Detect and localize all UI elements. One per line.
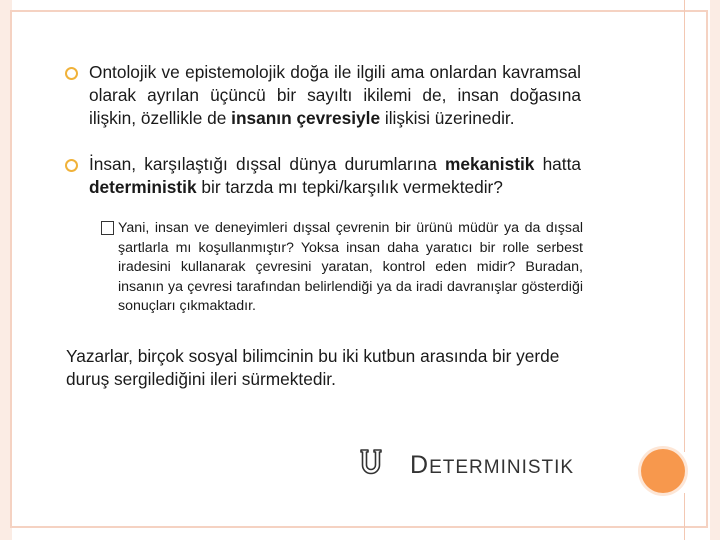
conclusion-text: Yazarlar, birçok sosyal bilimcinin bu iki kutbun arasında bir yerde duruş sergilediğini ileri sürmektedir. bbox=[66, 346, 560, 389]
ring-bullet-icon bbox=[64, 158, 79, 173]
footer-title-initial: D bbox=[410, 451, 430, 479]
emphasis-text: mekanistik bbox=[445, 154, 535, 174]
vertical-rule-bottom bbox=[684, 493, 685, 540]
emphasis-text: insanın çevresiyle bbox=[231, 108, 381, 128]
bullet-paragraph-1 bbox=[89, 61, 581, 130]
body-text: Ontolojik ve epistemolojik doğa ile ilgili ama onlardan kavramsal olarak ayrılan üçüncü bir sayıltı ikilemi de, insan doğasına ilişkin, özellikle de bbox=[89, 62, 581, 128]
emphasis-text: deterministik bbox=[89, 177, 197, 197]
body-text: bir tarzda mı tepki/karşılık vermektedir? bbox=[196, 177, 503, 197]
vertical-rule-top bbox=[684, 0, 685, 452]
body-text: İnsan, karşılaştığı dışsal dünya durumlarına bbox=[89, 154, 446, 174]
outlined-u-icon bbox=[358, 448, 384, 476]
bullet-paragraph-2 bbox=[89, 153, 581, 199]
body-text: ilişkisi üzerinedir. bbox=[380, 108, 515, 128]
footer-title bbox=[410, 451, 574, 480]
orange-circle-decor bbox=[641, 449, 685, 493]
ring-bullet-icon bbox=[64, 66, 79, 81]
square-bullet-icon bbox=[101, 221, 114, 235]
sub-bullet-paragraph: Yani, insan ve deneyimleri dışsal çevrenin bir ürünü müdür ya da dışsal şartlarla mı koşullanmıştır? Yoksa insan daha yaratıcı bir rolle serbest iradesini kullanarak çevresini yaratan, kontrol eden midir? Buradan, insanın ya çevresi tarafından belirlendiği ya da iradi davranışlar gösterdiği sonuçları çıkmaktadır. bbox=[118, 220, 583, 314]
right-decor-rail bbox=[710, 0, 720, 540]
body-text: hatta bbox=[534, 154, 581, 174]
footer-title-rest: ETERMINISTIK bbox=[429, 457, 575, 478]
